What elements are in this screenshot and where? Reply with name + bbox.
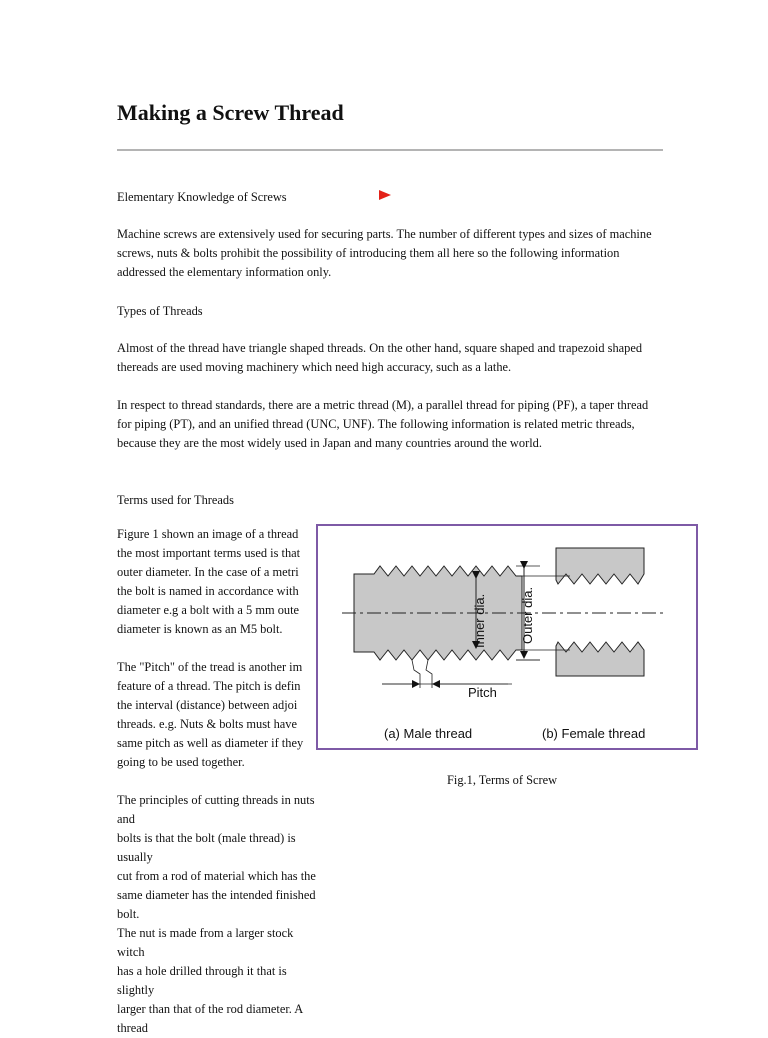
text-line: the interval (distance) between adjoi bbox=[117, 698, 298, 712]
play-arrow-shape bbox=[379, 190, 391, 200]
play-arrow-icon[interactable] bbox=[378, 189, 392, 201]
section-heading-elementary: Elementary Knowledge of Screws bbox=[117, 190, 287, 204]
pitch-label: Pitch bbox=[468, 685, 497, 700]
text-line: Figure 1 shown an image of a thread bbox=[117, 527, 299, 541]
section-heading-types: Types of Threads bbox=[117, 304, 203, 318]
text-line: The nut is made from a larger stock witch bbox=[117, 926, 294, 959]
text-line: the bolt is named in accordance with bbox=[117, 584, 299, 598]
text-line: The "Pitch" of the tread is another im bbox=[117, 660, 303, 674]
text-line: bolts is that the bolt (male thread) is usually bbox=[117, 831, 296, 864]
principles-paragraph bbox=[117, 791, 317, 1038]
terms-paragraph-2 bbox=[117, 658, 315, 772]
outer-dia-label: Outer dia. bbox=[520, 586, 535, 644]
text-line: diameter e.g a bolt with a 5 mm oute bbox=[117, 603, 300, 617]
page-title: Making a Screw Thread bbox=[117, 100, 344, 125]
thread-diagram bbox=[318, 526, 696, 748]
female-thread-label: (b) Female thread bbox=[542, 726, 646, 741]
text-line: threads. e.g. Nuts & bolts must have bbox=[117, 717, 297, 731]
female-thread-top bbox=[556, 548, 644, 584]
text-line: same diameter has the intended finished bolt. bbox=[117, 888, 316, 921]
female-thread-bottom bbox=[556, 642, 644, 676]
text-line: The principles of cutting threads in nuts and bbox=[117, 793, 315, 826]
title-divider bbox=[117, 149, 663, 151]
inner-dia-label: Inner dia. bbox=[472, 593, 487, 648]
text-line: going to be used together. bbox=[117, 755, 245, 769]
types-paragraph-2: In respect to thread standards, there are a metric thread (M), a parallel thread for piping (PF), a taper thread for piping (PT), and an unified thread (UNC, UNF). The following information is related metric threads, because they are the most widely used in Japan and many countries around the world. bbox=[117, 398, 649, 450]
figure-caption: Fig.1, Terms of Screw bbox=[447, 773, 558, 787]
elementary-paragraph: Machine screws are extensively used for securing parts. The number of different types and sizes of machine screws, nuts & bolts prohibit the possibility of introducing them all here so the following information addressed the elementary information only. bbox=[117, 227, 652, 279]
terms-paragraph-1 bbox=[117, 525, 315, 639]
screw-thread-figure bbox=[316, 524, 698, 750]
male-thread-label: (a) Male thread bbox=[384, 726, 473, 741]
text-line: larger than that of the rod diameter. A thread bbox=[117, 1002, 303, 1035]
text-line: feature of a thread. The pitch is defin bbox=[117, 679, 301, 693]
text-line: the most important terms used is that bbox=[117, 546, 301, 560]
types-paragraph-1: Almost of the thread have triangle shaped threads. On the other hand, square shaped and trapezoid shaped thereads are used moving machinery which need high accuracy, such as a lathe. bbox=[117, 341, 643, 374]
text-line: same pitch as well as diameter if they bbox=[117, 736, 304, 750]
text-line: has a hole drilled through it that is slightly bbox=[117, 964, 287, 997]
text-line: cut from a rod of material which has the bbox=[117, 869, 316, 883]
text-line: diameter is known as an M5 bolt. bbox=[117, 622, 283, 636]
text-line: outer diameter. In the case of a metri bbox=[117, 565, 299, 579]
section-heading-terms: Terms used for Threads bbox=[117, 493, 234, 507]
